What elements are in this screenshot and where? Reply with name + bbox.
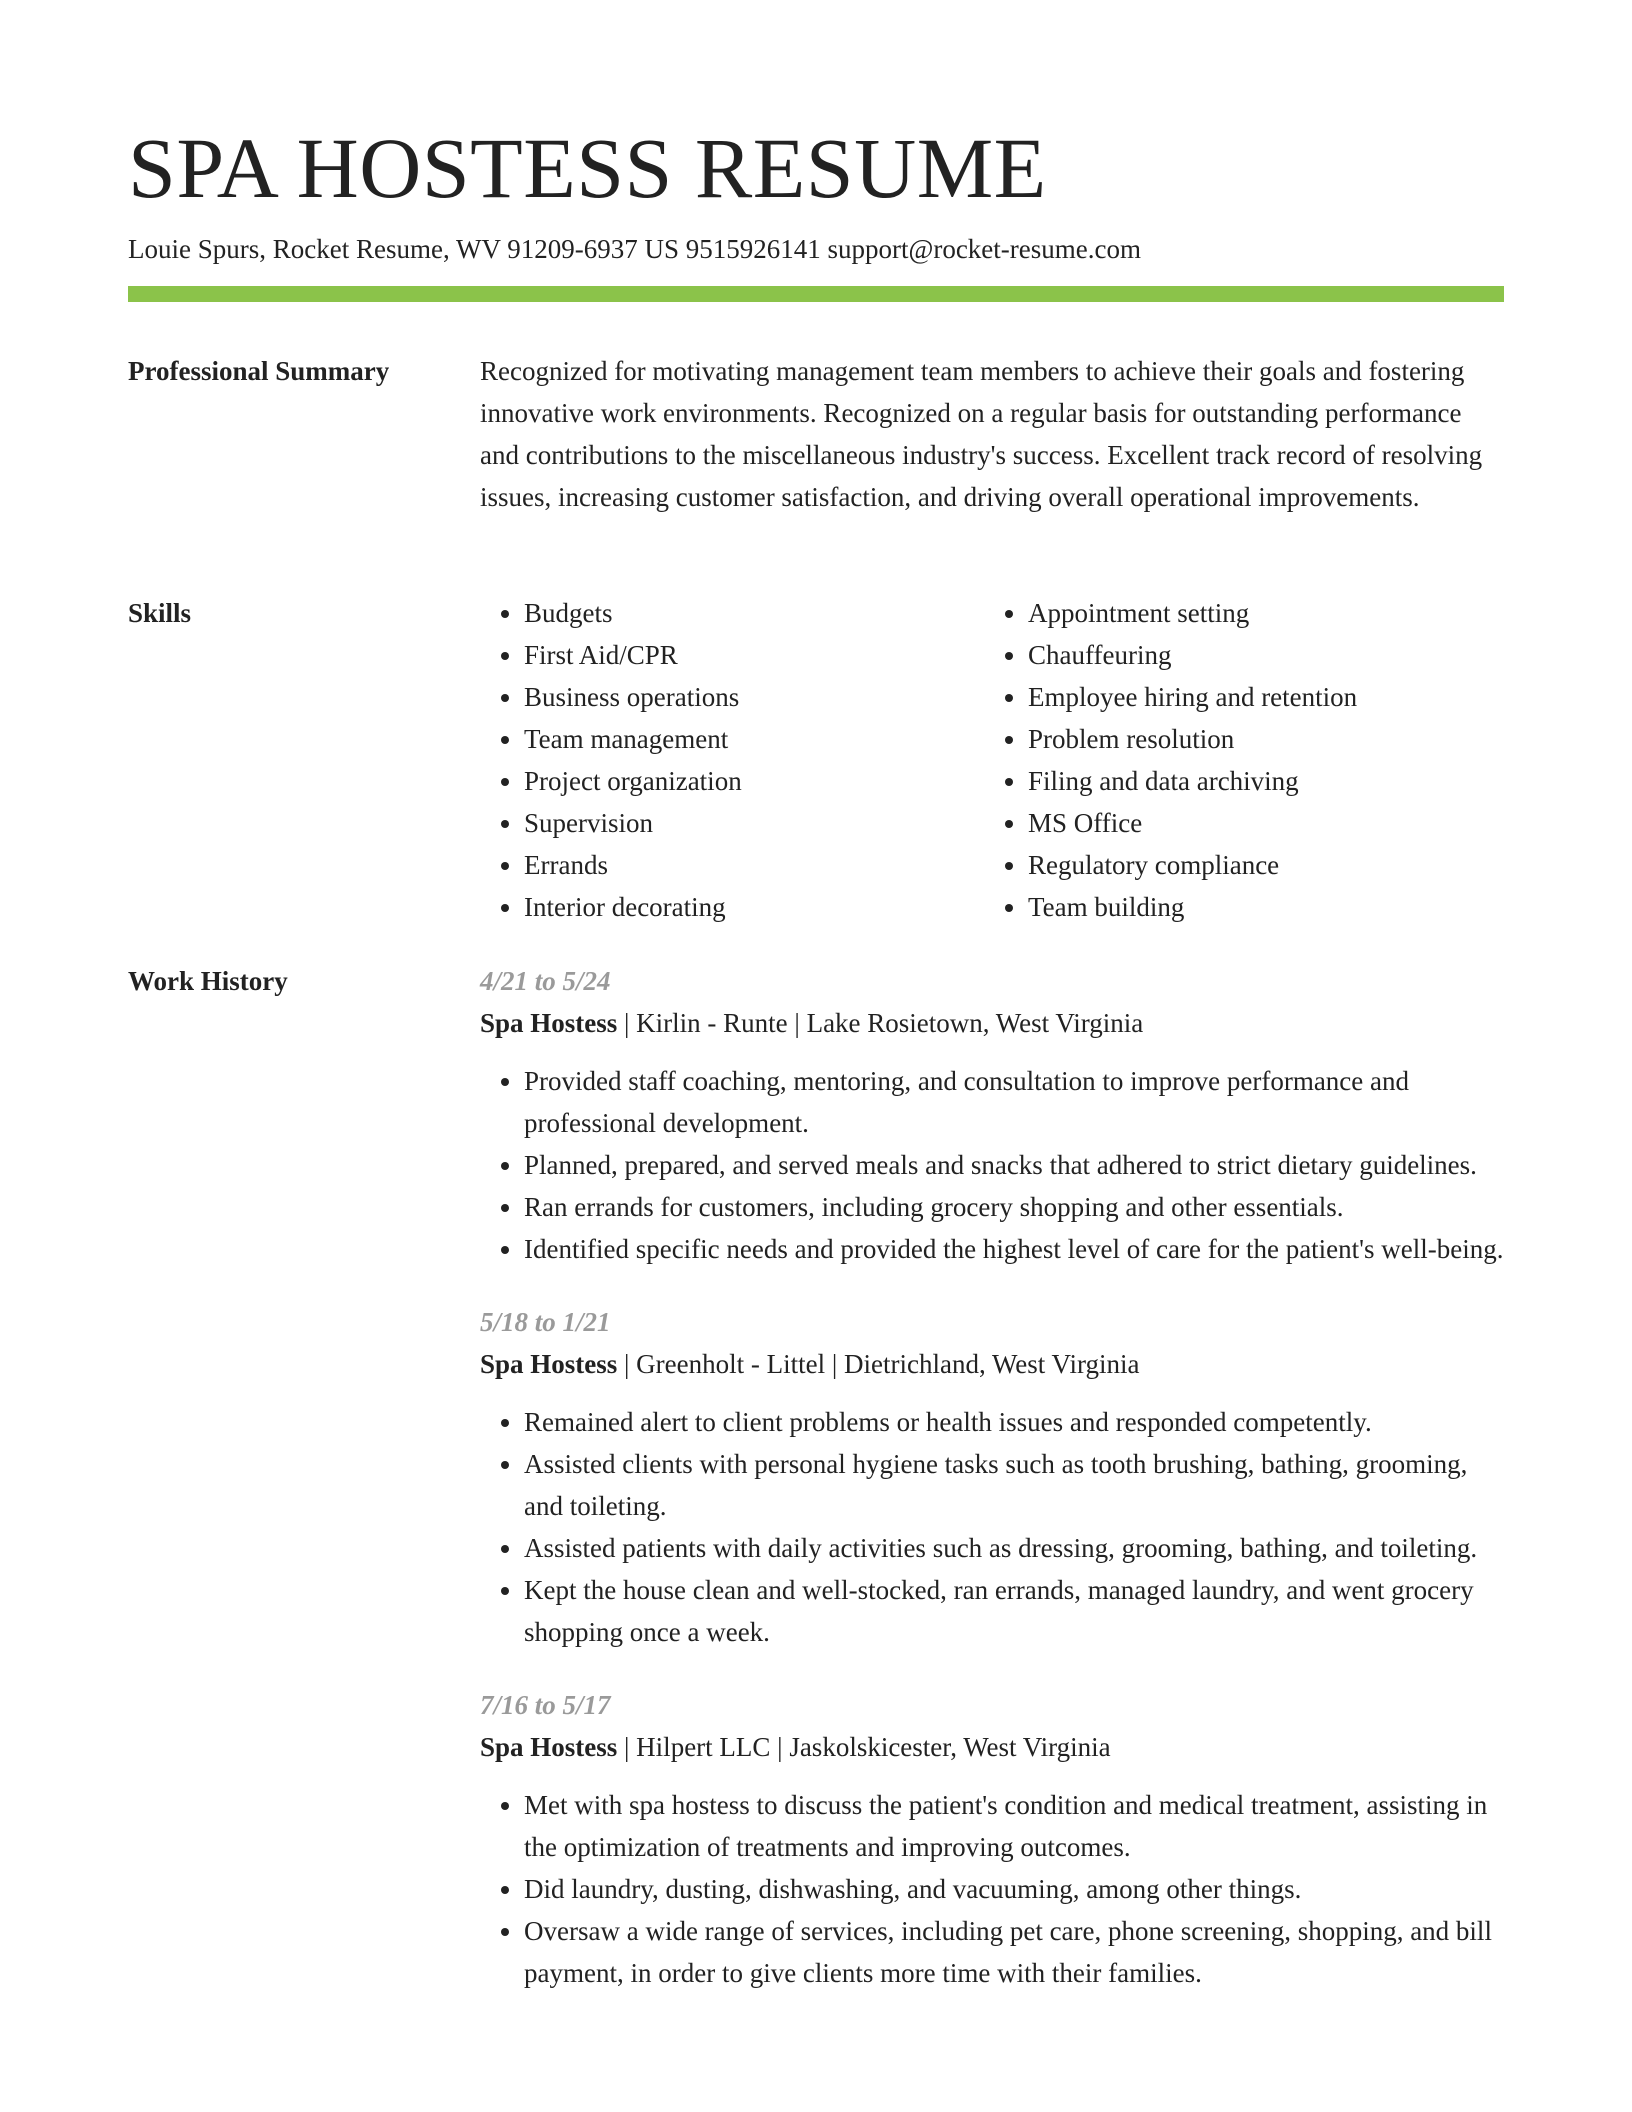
job-duty-item: • Assisted clients with personal hygiene tasks such as tooth brushing, bathing, grooming, and toileting. [524, 1443, 1504, 1527]
job-duty-item: • Identified specific needs and provided the highest level of care for the patient's well-being. [524, 1228, 1504, 1270]
skill-item: • Chauffeuring [1028, 634, 1488, 676]
job-entry [480, 1301, 1504, 1653]
job-title: Spa Hostess [480, 1349, 618, 1379]
skill-item: • Employee hiring and retention [1028, 676, 1488, 718]
job-duty-item: • Kept the house clean and well-stocked, ran errands, managed laundry, and went grocery shopping once a week. [524, 1569, 1504, 1653]
contact-line: Louie Spurs, Rocket Resume, WV 91209-6937 US 9515926141 support@rocket-resume.com [128, 234, 1141, 264]
work-history-heading: Work History [128, 966, 288, 996]
accent-divider [128, 286, 1504, 302]
skill-item: • Regulatory compliance [1028, 844, 1488, 886]
job-dates: 5/18 to 1/21 [480, 1307, 611, 1337]
job-duty-item: • Planned, prepared, and served meals and snacks that adhered to strict dietary guidelines. [524, 1144, 1504, 1186]
skill-item: • MS Office [1028, 802, 1488, 844]
skill-item: • Supervision [524, 802, 984, 844]
skill-item: • Problem resolution [1028, 718, 1488, 760]
skill-item: • Team building [1028, 886, 1488, 928]
job-employer-location: | Greenholt - Littel | Dietrichland, West Virginia [617, 1349, 1140, 1379]
skill-item: • Interior decorating [524, 886, 984, 928]
job-heading [480, 1343, 1504, 1385]
job-duty-item: • Assisted patients with daily activities such as dressing, grooming, bathing, and toileting. [524, 1527, 1504, 1569]
summary-heading: Professional Summary [128, 356, 390, 386]
job-duty-item: • Provided staff coaching, mentoring, and consultation to improve performance and professional development. [524, 1060, 1504, 1144]
work-history-section [480, 960, 1504, 2025]
job-duty-item: • Ran errands for customers, including grocery shopping and other essentials. [524, 1186, 1504, 1228]
job-entry [480, 1684, 1504, 1994]
job-duty-item: • Remained alert to client problems or health issues and responded competently. [524, 1401, 1504, 1443]
resume-title: SPA HOSTESS RESUME [128, 120, 1047, 216]
job-employer-location: | Hilpert LLC | Jaskolskicester, West Virginia [617, 1732, 1111, 1762]
skill-item: • Team management [524, 718, 984, 760]
job-duty-item: • Oversaw a wide range of services, including pet care, phone screening, shopping, and bill payment, in order to give clients more time with their families. [524, 1910, 1504, 1994]
job-duty-item: • Did laundry, dusting, dishwashing, and vacuuming, among other things. [524, 1868, 1504, 1910]
skills-section [480, 592, 1504, 928]
skills-list-left [480, 592, 984, 928]
skill-item: • Budgets [524, 592, 984, 634]
summary-section [480, 350, 1504, 518]
job-heading [480, 1726, 1504, 1768]
job-duties-list [480, 1060, 1504, 1270]
job-title: Spa Hostess [480, 1732, 618, 1762]
job-employer-location: | Kirlin - Runte | Lake Rosietown, West Virginia [617, 1008, 1144, 1038]
summary-text: Recognized for motivating management team members to achieve their goals and fostering innovative work environments. Recognized on a regular basis for outstanding performance and contributions to the miscellaneous industry's success. Excellent track record of resolving issues, increasing customer satisfaction, and driving overall operational improvements. [480, 356, 1483, 512]
job-entry [480, 960, 1504, 1270]
job-duties-list [480, 1401, 1504, 1653]
skill-item: • Business operations [524, 676, 984, 718]
job-duties-list [480, 1784, 1504, 1994]
skills-list-right [984, 592, 1488, 928]
skills-heading: Skills [128, 598, 192, 628]
skill-item: • First Aid/CPR [524, 634, 984, 676]
skill-item: • Appointment setting [1028, 592, 1488, 634]
job-dates: 4/21 to 5/24 [480, 966, 611, 996]
skill-item: • Project organization [524, 760, 984, 802]
skill-item: • Filing and data archiving [1028, 760, 1488, 802]
job-title: Spa Hostess [480, 1008, 618, 1038]
job-heading [480, 1002, 1504, 1044]
job-dates: 7/16 to 5/17 [480, 1690, 611, 1720]
job-duty-item: • Met with spa hostess to discuss the patient's condition and medical treatment, assisting in the optimization of treatments and improving outcomes. [524, 1784, 1504, 1868]
skill-item: • Errands [524, 844, 984, 886]
